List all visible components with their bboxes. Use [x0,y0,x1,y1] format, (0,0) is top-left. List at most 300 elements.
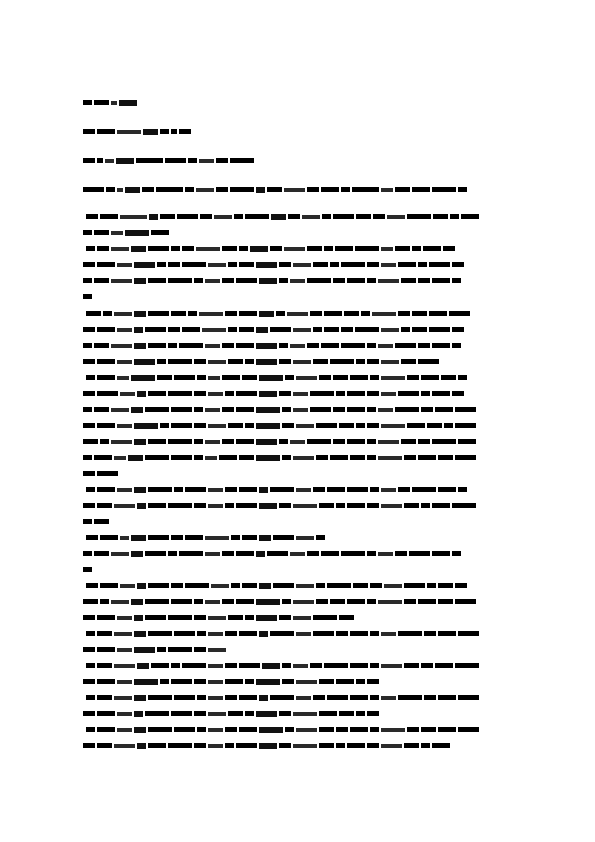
word-glyph [381,696,396,700]
word-glyph [407,423,425,428]
word-glyph [83,294,92,299]
word-glyph [370,375,379,380]
word-glyph [239,695,257,700]
word-glyph [395,343,416,348]
word-glyph [194,278,203,283]
word-glyph [256,262,277,268]
word-glyph [438,455,453,460]
word-glyph [256,343,277,349]
word-glyph [148,743,166,748]
word-glyph [336,743,345,748]
word-glyph [259,743,277,749]
text-line [83,614,356,622]
word-glyph [381,632,396,636]
word-glyph [245,359,254,364]
word-glyph [412,187,430,192]
word-glyph [370,487,379,492]
word-glyph [438,599,453,604]
word-glyph [341,343,365,348]
text-line [83,390,466,398]
word-glyph [236,503,257,508]
word-glyph [259,727,283,733]
word-glyph [339,711,354,716]
word-glyph [171,583,183,588]
word-glyph [455,663,479,668]
text-line [83,99,139,107]
word-glyph [407,727,419,732]
word-glyph [225,631,237,636]
word-glyph [313,327,322,332]
word-glyph [438,583,453,588]
word-glyph [134,727,146,733]
word-glyph [114,664,135,668]
word-glyph [131,551,143,557]
word-glyph [134,679,158,685]
word-glyph [131,407,143,413]
word-glyph [171,599,192,604]
word-glyph [373,214,385,219]
word-glyph [245,423,254,428]
word-glyph [86,631,95,636]
word-glyph [137,503,146,509]
word-glyph [120,584,135,588]
word-glyph [168,439,192,444]
word-glyph [111,600,129,604]
word-glyph [97,327,115,332]
word-glyph [222,599,234,604]
word-glyph [197,695,206,700]
word-glyph [239,663,260,668]
word-glyph [307,187,319,192]
word-glyph [450,214,459,219]
word-glyph [239,327,254,332]
word-glyph [208,424,226,428]
word-glyph [94,407,109,412]
word-glyph [97,695,112,700]
word-glyph [367,599,376,604]
word-glyph [432,439,456,444]
word-glyph [381,392,396,396]
word-glyph [216,187,228,192]
word-glyph [131,375,155,381]
word-glyph [160,423,169,428]
word-glyph [231,583,240,588]
word-glyph [208,664,223,668]
word-glyph [350,455,365,460]
word-glyph [356,679,365,684]
word-glyph [239,487,257,492]
word-glyph [452,262,464,267]
word-glyph [239,631,257,636]
word-glyph [316,423,337,428]
word-glyph [319,679,334,684]
word-glyph [117,376,129,380]
word-glyph [421,407,433,412]
word-glyph [117,712,132,716]
word-glyph [407,375,419,380]
word-glyph [242,375,257,380]
word-glyph [86,214,98,219]
word-glyph [83,599,98,604]
text-line [86,310,472,318]
word-glyph [185,487,206,492]
word-glyph [208,712,226,716]
word-glyph [433,214,448,219]
word-glyph [83,519,92,524]
word-glyph [145,551,166,556]
word-glyph [194,679,206,684]
word-glyph [321,551,339,556]
word-glyph [86,311,101,316]
word-glyph [395,246,410,251]
word-glyph [285,375,294,380]
word-glyph [185,187,194,192]
word-glyph [412,311,427,316]
word-glyph [321,187,339,192]
word-glyph [157,375,172,380]
word-glyph [381,328,399,332]
word-glyph [404,743,419,748]
word-glyph [171,423,192,428]
word-glyph [259,695,268,701]
word-glyph [282,455,291,460]
text-line [83,186,469,194]
word-glyph [245,615,254,620]
word-glyph [293,408,308,412]
word-glyph [83,647,95,652]
text-line [83,261,466,269]
word-glyph [339,423,354,428]
word-glyph [225,727,237,732]
word-glyph [395,551,407,556]
text-line [86,694,481,702]
word-glyph [367,423,379,428]
word-glyph [256,187,265,193]
word-glyph [94,230,109,235]
word-glyph [341,187,350,192]
word-glyph [222,343,234,348]
word-glyph [174,487,183,492]
word-glyph [412,246,421,251]
word-glyph [372,312,396,316]
word-glyph [427,423,442,428]
word-glyph [284,247,305,251]
word-glyph [432,743,450,748]
word-glyph [222,439,234,444]
word-glyph [367,743,379,748]
word-glyph [222,246,237,251]
word-glyph [134,487,146,493]
word-glyph [259,535,271,541]
word-glyph [208,632,223,636]
text-line [86,630,481,638]
word-glyph [259,375,283,381]
word-glyph [293,360,311,364]
word-glyph [336,631,348,636]
word-glyph [330,359,354,364]
word-glyph [208,680,223,684]
word-glyph [94,100,109,105]
word-glyph [395,407,419,412]
word-glyph [97,359,115,364]
word-glyph [111,552,129,556]
word-glyph [330,262,339,267]
word-glyph [452,343,461,348]
word-glyph [401,439,416,444]
word-glyph [83,278,92,283]
word-glyph [86,695,95,700]
word-glyph [86,487,95,492]
word-glyph [222,375,240,380]
text-line [83,438,478,446]
word-glyph [347,407,365,412]
word-glyph [378,344,393,348]
text-line [86,662,481,670]
word-glyph [239,455,254,460]
word-glyph [341,327,353,332]
word-glyph [296,680,317,684]
word-glyph [296,584,314,588]
word-glyph [458,727,479,732]
word-glyph [148,631,172,636]
word-glyph [316,583,325,588]
word-glyph [117,680,132,684]
word-glyph [83,471,95,476]
text-line [83,157,256,165]
word-glyph [421,391,430,396]
word-glyph [441,375,456,380]
word-glyph [97,391,118,396]
word-glyph [367,551,376,556]
text-line [86,245,457,253]
word-glyph [83,743,95,748]
word-glyph [171,679,192,684]
word-glyph [194,647,206,652]
word-glyph [222,551,234,556]
word-glyph [205,552,220,556]
word-glyph [168,359,192,364]
text-line [86,534,327,542]
word-glyph [222,278,234,283]
word-glyph [94,455,112,460]
word-glyph [225,487,237,492]
word-glyph [435,407,453,412]
word-glyph [83,455,92,460]
word-glyph [239,262,254,267]
text-line [83,502,478,510]
word-glyph [117,488,132,492]
word-glyph [316,599,328,604]
word-glyph [310,391,334,396]
word-glyph [449,311,470,316]
word-glyph [114,312,132,316]
word-glyph [236,599,254,604]
word-glyph [205,279,220,283]
word-glyph [83,230,92,235]
word-glyph [310,407,331,412]
word-glyph [256,455,280,461]
word-glyph [83,423,95,428]
word-glyph [404,455,416,460]
word-glyph [418,278,430,283]
word-glyph [284,188,305,192]
word-glyph [256,599,280,605]
word-glyph [378,279,399,283]
word-glyph [401,278,416,283]
word-glyph [282,663,291,668]
word-glyph [188,158,197,163]
word-glyph [324,246,333,251]
word-glyph [236,743,257,748]
text-line [86,486,469,494]
word-glyph [412,487,436,492]
word-glyph [156,187,183,192]
word-glyph [367,359,379,364]
word-glyph [100,599,109,604]
word-glyph [367,391,379,396]
word-glyph [83,407,92,412]
word-glyph [120,536,129,540]
word-glyph [270,631,294,636]
word-glyph [378,600,402,604]
word-glyph [458,695,479,700]
word-glyph [381,504,402,508]
word-glyph [97,615,115,620]
word-glyph [404,663,419,668]
word-glyph [256,615,277,621]
word-glyph [404,599,416,604]
word-glyph [111,279,132,283]
word-glyph [97,423,115,428]
word-glyph [97,471,118,476]
word-glyph [302,215,320,219]
word-glyph [367,711,379,716]
word-glyph [256,439,277,445]
word-glyph [418,599,436,604]
word-glyph [418,262,427,267]
word-glyph [137,663,149,669]
word-glyph [381,188,393,192]
word-glyph [111,344,132,348]
text-line [83,518,111,526]
word-glyph [293,664,308,668]
word-glyph [438,487,456,492]
word-glyph [157,647,166,652]
word-glyph [197,375,206,380]
word-glyph [381,424,405,428]
word-glyph [200,214,212,219]
word-glyph [225,311,237,316]
word-glyph [239,246,248,251]
word-glyph [116,158,134,164]
word-glyph [438,727,456,732]
word-glyph [432,391,450,396]
word-glyph [259,487,268,493]
text-line [83,229,171,237]
word-glyph [321,343,339,348]
word-glyph [228,262,237,267]
word-glyph [171,129,177,134]
word-glyph [168,743,192,748]
word-glyph [97,246,109,251]
word-glyph [111,247,129,251]
word-glyph [194,407,203,412]
word-glyph [171,311,186,316]
word-glyph [313,615,337,620]
word-glyph [296,696,311,700]
word-glyph [367,439,376,444]
word-glyph [97,727,115,732]
word-glyph [205,456,217,460]
word-glyph [148,503,166,508]
word-glyph [438,695,456,700]
word-glyph [438,631,456,636]
word-glyph [381,360,399,364]
word-glyph [83,187,104,192]
word-glyph [282,679,294,684]
text-line [83,128,193,136]
word-glyph [83,567,92,572]
word-glyph [182,246,194,251]
word-glyph [458,487,467,492]
word-glyph [194,439,203,444]
word-glyph [182,262,206,267]
word-glyph [211,584,229,588]
word-glyph [279,743,291,748]
word-glyph [293,263,311,267]
word-glyph [282,599,291,604]
word-glyph [208,648,226,652]
word-glyph [395,187,410,192]
word-glyph [435,663,453,668]
word-glyph [333,214,354,219]
word-glyph [432,503,450,508]
word-glyph [134,439,146,445]
word-glyph [171,246,180,251]
word-glyph [313,487,325,492]
word-glyph [117,424,132,428]
word-glyph [378,440,399,444]
word-glyph [228,615,243,620]
word-glyph [245,679,254,684]
word-glyph [177,214,198,219]
text-line [83,598,478,606]
word-glyph [97,647,115,652]
word-glyph [119,100,137,106]
word-glyph [458,187,467,192]
word-glyph [160,214,175,219]
word-glyph [367,262,379,267]
word-glyph [148,439,166,444]
word-glyph [117,648,132,652]
word-glyph [231,535,240,540]
word-glyph [296,488,311,492]
word-glyph [381,488,396,492]
word-glyph [356,359,365,364]
word-glyph [205,408,220,412]
word-glyph [339,615,354,620]
word-glyph [333,375,348,380]
word-glyph [432,187,456,192]
word-glyph [407,214,431,219]
word-glyph [194,743,206,748]
word-glyph [319,503,334,508]
word-glyph [293,712,317,716]
word-glyph [208,616,226,620]
word-glyph [117,328,132,332]
text-line [83,742,452,750]
word-glyph [145,455,169,460]
